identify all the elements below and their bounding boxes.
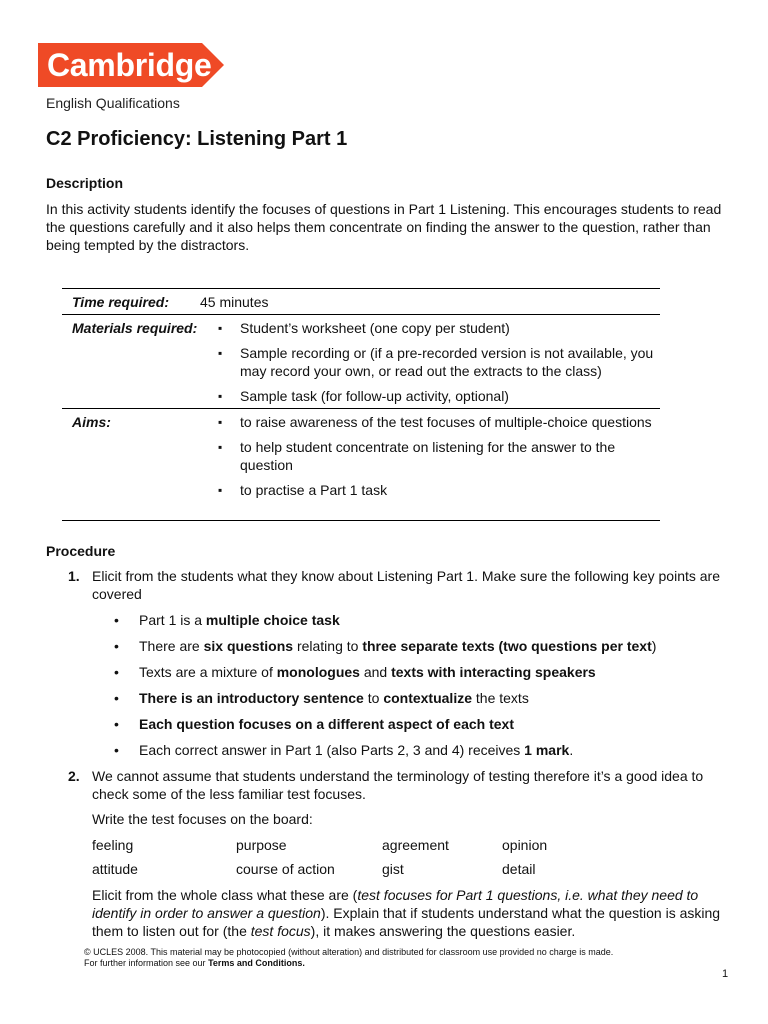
aims-list (200, 413, 660, 499)
aims-item: ▪ to practise a Part 1 task (218, 481, 660, 499)
terms-line: For further information see our Terms and Conditions. (84, 958, 305, 968)
logo-banner (38, 43, 224, 87)
copyright-footer (84, 947, 613, 969)
logo-subtitle: English Qualifications (46, 95, 180, 111)
time-label: Time required: (72, 294, 169, 310)
step-number: 2. (68, 768, 80, 784)
test-focus-item: purpose (236, 837, 287, 853)
materials-row (62, 315, 660, 409)
key-point: • Texts are a mixture of monologues and texts with interacting speakers (92, 663, 726, 681)
cambridge-logo (38, 43, 224, 111)
materials-item: ▪ Student’s worksheet (one copy per student) (218, 319, 660, 337)
materials-label: Materials required: (72, 320, 198, 336)
procedure-heading: Procedure (46, 543, 116, 559)
test-focus-item: opinion (502, 837, 548, 853)
description-heading: Description (46, 175, 124, 191)
step-text: Elicit from the students what they know about Listening Part 1. Make sure the following key points are covered (92, 568, 720, 602)
aims-label: Aims: (72, 414, 111, 430)
aims-item: ▪ to help student concentrate on listening for the answer to the question (218, 438, 660, 474)
time-row (62, 289, 660, 315)
test-focus-grid (92, 836, 726, 878)
step-number: 1. (68, 568, 80, 584)
test-focus-item: attitude (92, 861, 138, 877)
procedure-step-1 (46, 567, 726, 759)
key-point: • Each correct answer in Part 1 (also Parts 2, 3 and 4) receives 1 mark. (92, 741, 726, 759)
description-text: In this activity students identify the focuses of questions in Part 1 Listening. This encourages students to read the questions carefully and it also helps them concentrate on finding the answer to the question, rather than being tempted by the distractors. (46, 201, 722, 253)
step-text: We cannot assume that students understand the terminology of testing therefore it’s a good idea to check some of the less familiar test focuses. (92, 768, 704, 802)
page-number: 1 (722, 968, 729, 980)
copyright-line: © UCLES 2008. This material may be photocopied (without alteration) and distributed for classroom use provided no charge is made. (84, 947, 614, 957)
logo-wordmark: Cambridge (47, 47, 212, 83)
procedure-step-2 (46, 767, 726, 940)
key-point: • There is an introductory sentence to contextualize the texts (92, 689, 726, 707)
aims-row (62, 409, 660, 521)
time-value: 45 minutes (200, 294, 269, 310)
board-instruction: Write the test focuses on the board: (92, 811, 313, 827)
key-point: • Part 1 is a multiple choice task (92, 611, 726, 629)
terms-link[interactable]: Terms and Conditions. (208, 958, 305, 968)
elicit-paragraph: Elicit from the whole class what these are (test focuses for Part 1 questions, i.e. what they need to identify in order to answer a question). Explain that if students understand what the question is asking them to listen out for (the test focus), it makes answering the questions easier. (92, 887, 721, 939)
page-title: C2 Proficiency: Listening Part 1 (46, 128, 348, 150)
key-point: • There are six questions relating to three separate texts (two questions per text) (92, 637, 726, 655)
aims-item: ▪ to raise awareness of the test focuses of multiple-choice questions (218, 413, 660, 431)
procedure-section (46, 567, 726, 940)
test-focus-item: agreement (382, 837, 449, 853)
test-focus-item: feeling (92, 837, 134, 853)
test-focus-item: detail (502, 861, 536, 877)
materials-item: ▪ Sample recording or (if a pre-recorded version is not available, you may record your own, or read out the extracts to the class) (218, 344, 660, 380)
key-point: • Each question focuses on a different aspect of each text (92, 715, 726, 733)
materials-item: ▪ Sample task (for follow-up activity, optional) (218, 387, 660, 405)
info-table (62, 288, 660, 521)
test-focus-item: course of action (236, 861, 335, 877)
materials-list (200, 319, 660, 405)
key-points-list (92, 611, 726, 759)
test-focus-item: gist (382, 861, 404, 877)
